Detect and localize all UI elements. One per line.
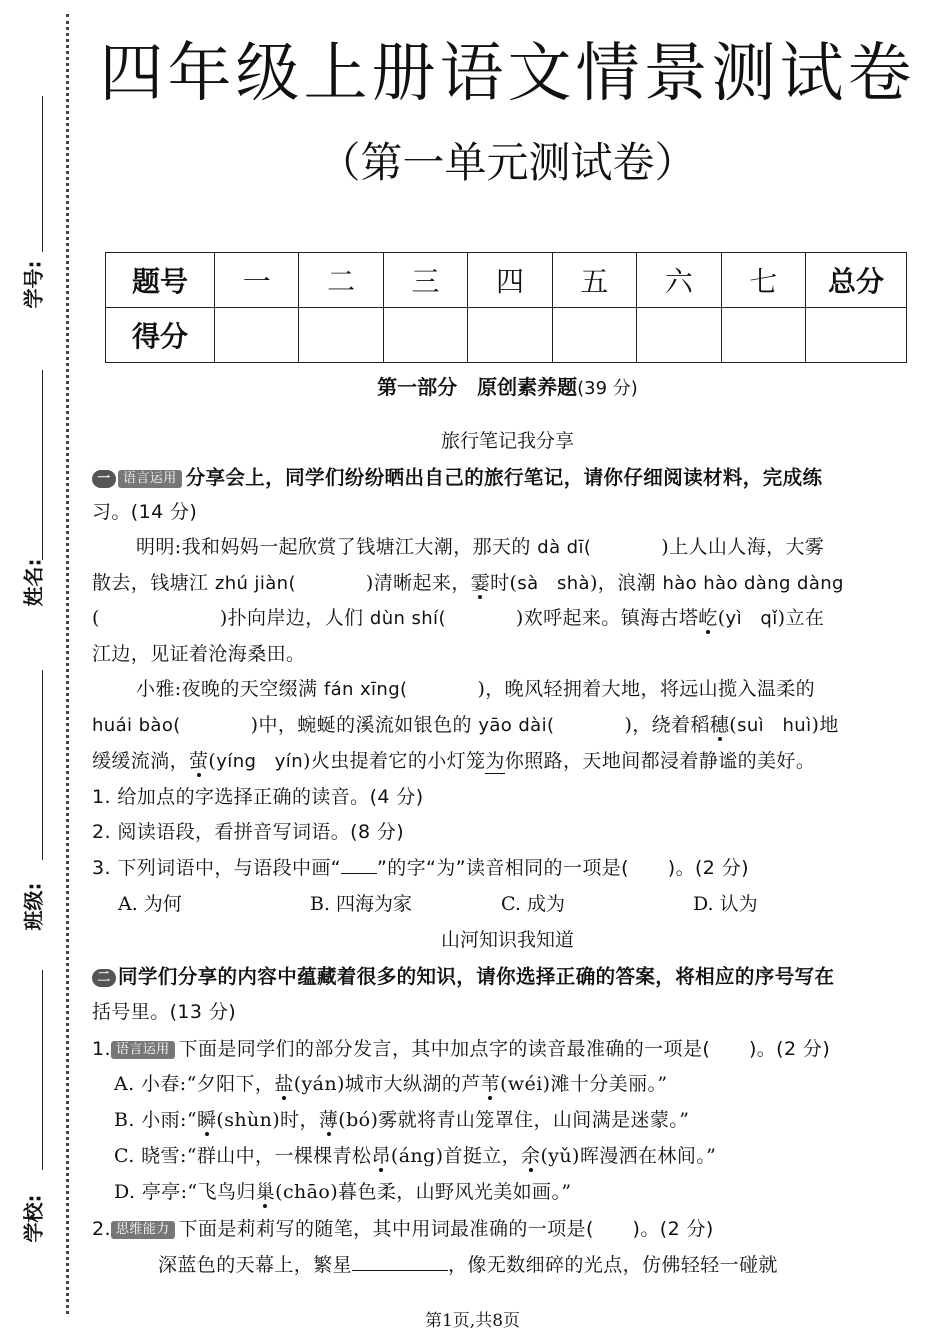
section1-tag: 语言运用 <box>118 470 182 488</box>
text: 缓缓流淌， <box>92 750 190 772</box>
dotted-char: 萤 <box>189 750 209 772</box>
option-b[interactable]: B. 四海为家 <box>310 893 413 915</box>
section2-q1-option-a[interactable] <box>114 1069 904 1096</box>
question-tag: 思维能力 <box>111 1221 175 1239</box>
score-col-6: 六 <box>637 253 721 308</box>
school-label: 学校: <box>21 1194 46 1243</box>
text: B. 小雨:“ <box>114 1109 197 1131</box>
text: A. 小春:“夕阳下， <box>114 1073 275 1095</box>
text: )欢呼起来。镇海古塔 <box>515 607 699 629</box>
school-line <box>42 970 43 1170</box>
question-number: 2. <box>92 1218 111 1240</box>
score-table-score-row <box>106 308 907 363</box>
text: ”的字“为”读音相同的一项是( )。(2 分) <box>377 857 749 879</box>
text: 明明:我和妈妈一起欣赏了钱塘江大潮，那天的 <box>136 536 538 558</box>
class-line <box>42 670 43 860</box>
page-title: 四年级上册语文情景测试卷 <box>99 37 916 111</box>
dotted-char: 屹 <box>698 607 718 629</box>
passage1-line1 <box>92 532 882 559</box>
score-table <box>105 252 907 363</box>
score-table-header-row <box>106 253 907 308</box>
pinyin: fán xīng( <box>323 679 408 700</box>
pinyin: zhú jiàn( <box>214 573 296 594</box>
pinyin: hào hào dàng dàng <box>662 573 844 594</box>
section2-question-1 <box>92 1034 882 1061</box>
score-cell[interactable] <box>468 308 552 363</box>
text: )上人山人海，大雾 <box>661 536 825 558</box>
fill-blank[interactable] <box>352 1270 448 1271</box>
score-col-5: 五 <box>552 253 636 308</box>
name-line <box>42 370 43 560</box>
text: )清晰起来， <box>365 572 471 594</box>
score-table-row2-head: 得分 <box>106 308 215 363</box>
score-col-3: 三 <box>383 253 467 308</box>
section2-heading: 山河知识我知道 <box>440 929 574 951</box>
class-label: 班级: <box>21 882 46 931</box>
option-d[interactable]: D. 认为 <box>693 893 758 915</box>
score-cell[interactable] <box>806 308 907 363</box>
text: 你照路，天地间都浸着静谧的美好。 <box>504 750 816 772</box>
text: (shùn)时， <box>216 1109 319 1131</box>
pinyin: dà dī( <box>537 537 592 558</box>
text: 深蓝色的天幕上，繁星 <box>158 1254 353 1276</box>
score-col-total: 总分 <box>806 253 907 308</box>
section2-q1-option-d[interactable] <box>114 1177 904 1204</box>
pinyin-choice[interactable]: yì qǐ <box>725 608 778 629</box>
passage2-line2 <box>92 710 882 737</box>
question-1: 1. 给加点的字选择正确的读音。(4 分) <box>92 786 424 808</box>
score-table-row1-head: 题号 <box>106 253 215 308</box>
dotted-char: 盐 <box>274 1073 294 1095</box>
dotted-char: 薄 <box>318 1109 339 1131</box>
option-c[interactable]: C. 成为 <box>501 893 565 915</box>
text: ( <box>208 750 217 772</box>
page-subtitle: （第一单元测试卷） <box>318 138 697 187</box>
score-cell[interactable] <box>299 308 383 363</box>
name-label: 姓名: <box>21 558 46 607</box>
text: 散去，钱塘江 <box>92 572 215 594</box>
section1-intro-line2: 习。(14 分) <box>92 501 198 523</box>
text: (wéi)滩十分美丽。” <box>500 1073 668 1095</box>
passage1-line3 <box>92 603 882 630</box>
score-cell[interactable] <box>383 308 467 363</box>
score-cell[interactable] <box>552 308 636 363</box>
binding-dotted-line <box>66 14 69 1314</box>
page-footer: 第1页,共8页 <box>424 1311 521 1331</box>
passage2-line1 <box>92 674 882 701</box>
dotted-char: 霎 <box>470 572 491 594</box>
text: )立在 <box>777 607 825 629</box>
dotted-char: 巢 <box>255 1181 276 1203</box>
section1-number: 一 <box>92 470 116 488</box>
section2-intro-line1: 同学们分享的内容中蕴藏着很多的知识，请你选择正确的答案，将相应的序号写在 <box>118 965 835 988</box>
text: ( <box>729 714 738 736</box>
text: 时( <box>490 572 518 594</box>
score-col-1: 一 <box>215 253 299 308</box>
section2-q2-passage <box>158 1250 878 1277</box>
option-a[interactable]: A. 为何 <box>118 893 182 915</box>
text: (chāo)暮色柔，山野风光美如画。” <box>275 1181 572 1203</box>
pinyin-choice[interactable]: yíng yín <box>216 751 303 772</box>
section1-heading: 旅行笔记我分享 <box>440 430 574 452</box>
text: 3. 下列词语中，与语段中画“ <box>92 857 342 879</box>
pinyin: huái bào( <box>92 715 181 736</box>
question-text: 下面是莉莉写的随笔，其中用词最准确的一项是( )。(2 分) <box>178 1218 714 1240</box>
part1-score: (39 分) <box>577 378 638 399</box>
passage2-line3 <box>92 746 882 774</box>
pinyin: dùn shí( <box>369 608 446 629</box>
question-text: 下面是同学们的部分发言，其中加点字的读音最准确的一项是( )。(2 分) <box>178 1038 831 1060</box>
text: )火虫提着它的小灯笼 <box>303 750 486 772</box>
section2-q1-option-c[interactable] <box>114 1141 904 1168</box>
question-tag: 语言运用 <box>111 1041 175 1059</box>
score-col-7: 七 <box>721 253 805 308</box>
text: )，晚风轻拥着大地，将远山揽入温柔的 <box>477 678 816 700</box>
text: (yán)城市大纵湖的芦 <box>293 1073 481 1095</box>
section2-intro <box>92 961 882 989</box>
section1-intro <box>92 462 882 490</box>
text: ( <box>717 607 726 629</box>
dotted-char: 昂 <box>371 1145 391 1167</box>
student-no-line <box>42 96 43 252</box>
score-cell[interactable] <box>721 308 805 363</box>
text: C. 晓雪:“群山中，一棵棵青松 <box>114 1145 372 1167</box>
text: (yǔ)晖漫洒在林间。” <box>540 1145 717 1167</box>
underlined-char: 为 <box>485 746 504 774</box>
text: )扑向岸边，人们 <box>219 607 370 629</box>
score-col-4: 四 <box>468 253 552 308</box>
dotted-char: 苇 <box>480 1073 501 1095</box>
score-cell[interactable] <box>637 308 721 363</box>
question-2: 2. 阅读语段，看拼音写词语。(8 分) <box>92 821 405 843</box>
pinyin: yāo dài( <box>478 715 555 736</box>
pinyin-choice[interactable]: sà shà <box>517 573 590 594</box>
section1-intro-line1: 分享会上，同学们纷纷晒出自己的旅行笔记，请你仔细阅读材料，完成练 <box>185 466 823 489</box>
section2-intro-line2: 括号里。(13 分) <box>92 1001 237 1023</box>
dotted-char: 瞬 <box>196 1109 217 1131</box>
part1-label: 第一部分 原创素养题 <box>377 375 578 399</box>
text: D. 亭亭:“飞鸟归 <box>114 1181 256 1203</box>
question-3-options <box>118 889 878 915</box>
text: 小雅:夜晚的天空缀满 <box>136 678 324 700</box>
passage1-line2 <box>92 568 882 595</box>
text: (bó)雾就将青山笼罩住，山间满是迷蒙。” <box>338 1109 690 1131</box>
question-3 <box>92 853 882 880</box>
text: ( <box>92 607 100 629</box>
question-number: 1. <box>92 1038 111 1060</box>
text: )地 <box>811 714 839 736</box>
score-cell[interactable] <box>215 308 299 363</box>
text: ，像无数细碎的光点，仿佛轻轻一碰就 <box>448 1254 778 1276</box>
score-col-2: 二 <box>299 253 383 308</box>
text: )，绕着稻 <box>624 714 710 736</box>
passage1-line4: 江边，见证着沧海桑田。 <box>92 643 306 665</box>
section2-number: 二 <box>92 969 116 987</box>
dotted-char: 穗 <box>709 714 730 736</box>
part1-heading <box>70 371 945 400</box>
text: )，浪潮 <box>589 572 663 594</box>
text: )中，蜿蜒的溪流如银色的 <box>250 714 479 736</box>
pinyin-choice[interactable]: suì huì <box>737 715 812 736</box>
student-no-label: 学号: <box>21 260 46 309</box>
text: (áng)首挺立， <box>390 1145 522 1167</box>
dotted-char: 余 <box>521 1145 541 1167</box>
section2-q1-option-b[interactable] <box>114 1105 904 1132</box>
underline-sample <box>341 873 377 874</box>
section2-question-2 <box>92 1214 882 1241</box>
